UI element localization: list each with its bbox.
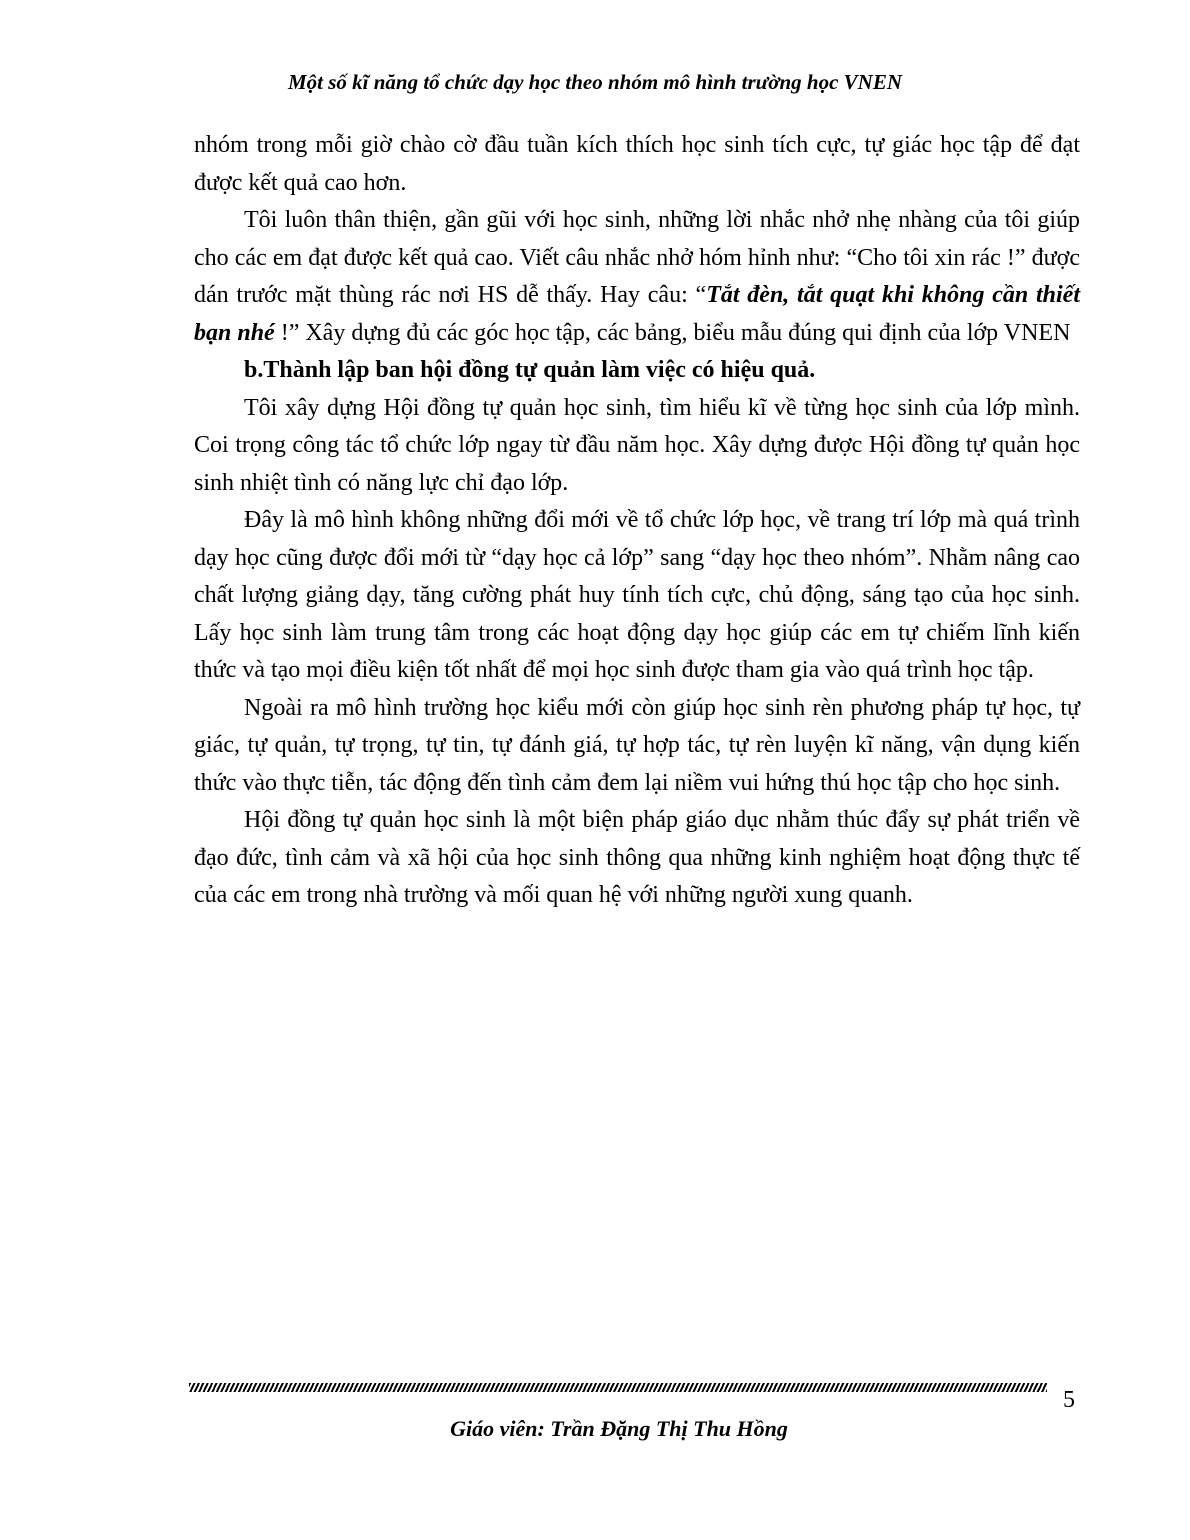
paragraph-benefits: Ngoài ra mô hình trường học kiểu mới còn giúp học sinh rèn phương pháp tự học, tự giác, tự quản, tự trọng, tự tin, tự đánh giá, tự hợp tác, tự rèn luyện kĩ năng, vận dụng kiến thức vào thực tiễn, tác động đến tình cảm đem lại niềm vui hứng thú học tập cho học sinh.	[194, 694, 1080, 796]
paragraph-reminders-text-b: !” Xây dựng đủ các góc học tập, các bảng, biểu mẫu đúng qui định của lớp VNEN	[274, 319, 1071, 346]
paragraph-reminders	[194, 202, 1080, 352]
page-number: 5	[1063, 1387, 1075, 1413]
footer-teacher: Giáo viên: Trần Đặng Thị Thu Hồng	[450, 1416, 788, 1441]
section-heading-prefix: b.	[244, 357, 264, 383]
paragraph-council: Tôi xây dựng Hội đồng tự quản học sinh, tìm hiểu kĩ về từng học sinh của lớp mình. Coi trọng công tác tổ chức lớp ngay từ đầu năm học. Xây dựng được Hội đồng tự quản học sinh nhiệt tình có năng lực chỉ đạo lớp.	[194, 394, 1080, 496]
paragraph-model: Đây là mô hình không những đổi mới về tổ chức lớp học, về trang trí lớp mà quá trình dạy học cũng được đổi mới từ “dạy học cả lớp” sang “dạy học theo nhóm”. Nhằm nâng cao chất lượng giảng dạy, tăng cường phát huy tính tích cực, chủ động, sáng tạo của học sinh. Lấy học sinh làm trung tâm trong các hoạt động dạy học giúp các em tự chiếm lĩnh kiến thức và tạo mọi điều kiện tốt nhất để mọi học sinh được tham gia vào quá trình học tập.	[194, 507, 1080, 683]
paragraph-reminders-text-a: Tôi luôn thân thiện, gần gũi với học sinh, những lời nhắc nhở nhẹ nhàng của tôi giúp cho các em đạt được kết quả cao. Viết câu nhắc nhở hóm hỉnh như: “Cho tôi xin rác !” được dán trước mặt thùng rác nơi HS dễ thấy. Hay câu: “	[194, 207, 1080, 308]
footer-divider	[189, 1383, 1047, 1392]
body-text	[194, 127, 1080, 915]
paragraph-conclusion: Hội đồng tự quản học sinh là một biện pháp giáo dục nhằm thúc đẩy sự phát triển về đạo đức, tình cảm và xã hội của học sinh thông qua những kinh nghiệm hoạt động thực tế của các em trong nhà trường và mối quan hệ với những người xung quanh.	[194, 807, 1080, 908]
section-heading-text: Thành lập ban hội đồng tự quản làm việc có hiệu quả.	[263, 357, 816, 383]
section-heading	[194, 352, 1080, 390]
paragraph-continuation: nhóm trong mỗi giờ chào cờ đầu tuần kích thích học sinh tích cực, tự giác học tập để đạt được kết quả cao hơn.	[194, 132, 1080, 196]
paragraph-reminders-emphasis: Tắt đèn, tắt quạt khi không cần thiết bạn nhé	[194, 282, 1080, 346]
running-header: Một số kĩ năng tổ chức dạy học theo nhóm mô hình trường học VNEN	[287, 70, 903, 94]
